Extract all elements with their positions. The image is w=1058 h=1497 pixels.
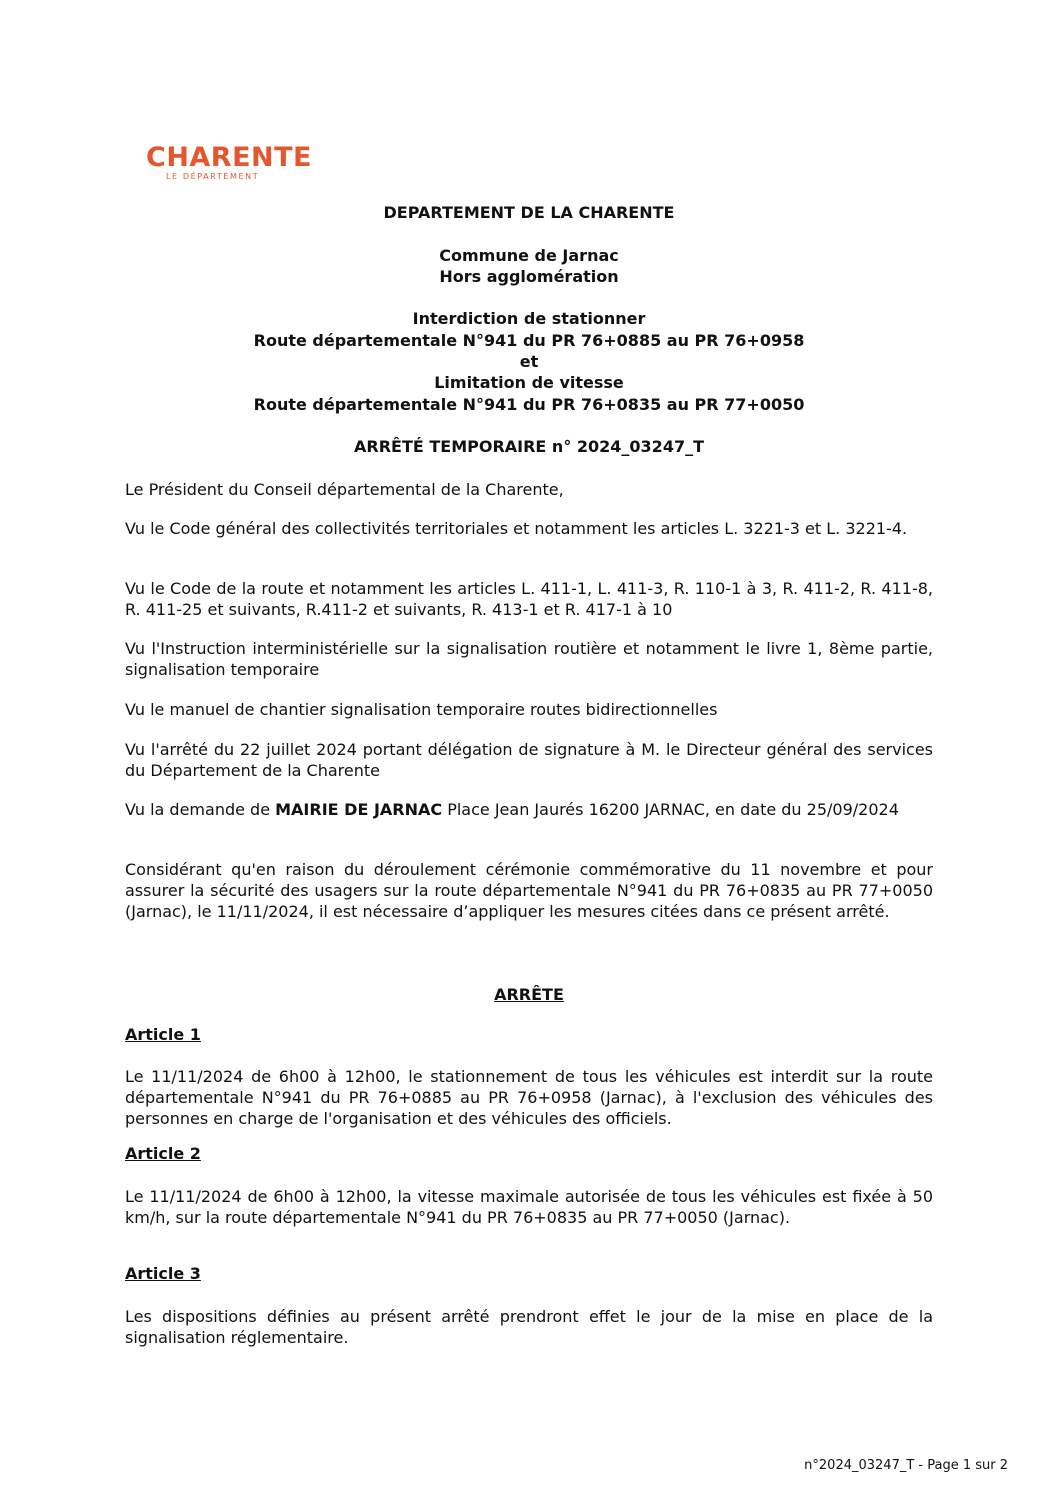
article-2-text: Le 11/11/2024 de 6h00 à 12h00, la vitesse maximale autorisée de tous les véhicules est fixée à 50 km/h, sur la route départementale N°941 du PR 76+0835 au PR 77+0050 (Jarnac). — [125, 1187, 933, 1227]
commune-title: Commune de Jarnac — [439, 246, 619, 265]
object-line-3: et — [519, 352, 539, 371]
object-line-2: Route départementale N°941 du PR 76+0885 au PR 76+0958 — [253, 331, 805, 350]
vu-paragraph-1: Vu le Code général des collectivités territoriales et notamment les articles L. 3221-3 et L. 3221-4. — [125, 519, 908, 538]
department-title: DEPARTEMENT DE LA CHARENTE — [383, 203, 675, 222]
object-line-5: Route départementale N°941 du PR 76+0835 au PR 77+0050 — [253, 395, 805, 414]
charente-logo — [146, 142, 312, 182]
considerant-paragraph: Considérant qu'en raison du déroulement cérémonie commémorative du 11 novembre et pour assurer la sécurité des usagers sur la route départementale N°941 du PR 76+0835 au PR 77+0050 (Jarnac), le 11/11/2024, il est nécessaire d’appliquer les mesures citées dans ce présent arrêté. — [125, 860, 933, 921]
vu6-prefix: Vu la demande de — [125, 800, 276, 819]
article-1-text: Le 11/11/2024 de 6h00 à 12h00, le stationnement de tous les véhicules est interdit sur la route départementale N°941 du PR 76+0885 au PR 76+0958 (Jarnac), à l'exclusion des véhicules des personnes en charge de l'organisation et des véhicules des officiels. — [125, 1067, 933, 1128]
president-line: Le Président du Conseil départemental de la Charente, — [125, 480, 564, 499]
article-3-text: Les dispositions définies au présent arrêté prendront effet le jour de la mise en place de la signalisation réglementaire. — [125, 1307, 933, 1347]
vu-paragraph-3: Vu l'Instruction interministérielle sur la signalisation routière et notamment le livre 1, 8ème partie, signalisation temporaire — [125, 639, 933, 679]
location-title: Hors agglomération — [439, 267, 619, 286]
requester-name: MAIRIE DE JARNAC — [275, 800, 443, 819]
article-2-title: Article 2 — [125, 1144, 201, 1163]
vu-paragraph-5: Vu l'arrêté du 22 juillet 2024 portant délégation de signature à M. le Directeur général des services du Département de la Charente — [125, 740, 933, 780]
object-line-1: Interdiction de stationner — [412, 309, 646, 328]
logo-subtitle: LE DÉPARTEMENT — [166, 172, 260, 181]
article-1-title: Article 1 — [125, 1025, 201, 1044]
vu-paragraph-2: Vu le Code de la route et notamment les articles L. 411-1, L. 411-3, R. 110-1 à 3, R. 411-2, R. 411-8, R. 411-25 et suivants, R.411-2 et suivants, R. 413-1 et R. 417-1 à 10 — [125, 579, 933, 619]
logo-wordmark: CHARENTE — [146, 142, 312, 173]
page-footer: n°2024_03247_T - Page 1 sur 2 — [804, 1458, 1008, 1473]
decision-heading: ARRÊTE — [494, 985, 564, 1004]
object-line-4: Limitation de vitesse — [434, 373, 624, 392]
vu-paragraph-4: Vu le manuel de chantier signalisation temporaire routes bidirectionnelles — [125, 700, 718, 719]
vu6-suffix: Place Jean Jaurés 16200 JARNAC, en date du 25/09/2024 — [442, 800, 899, 819]
arrete-title: ARRÊTÉ TEMPORAIRE n° 2024_03247_T — [353, 437, 704, 456]
vu-paragraph-6 — [125, 799, 933, 820]
article-3-title: Article 3 — [125, 1264, 201, 1283]
